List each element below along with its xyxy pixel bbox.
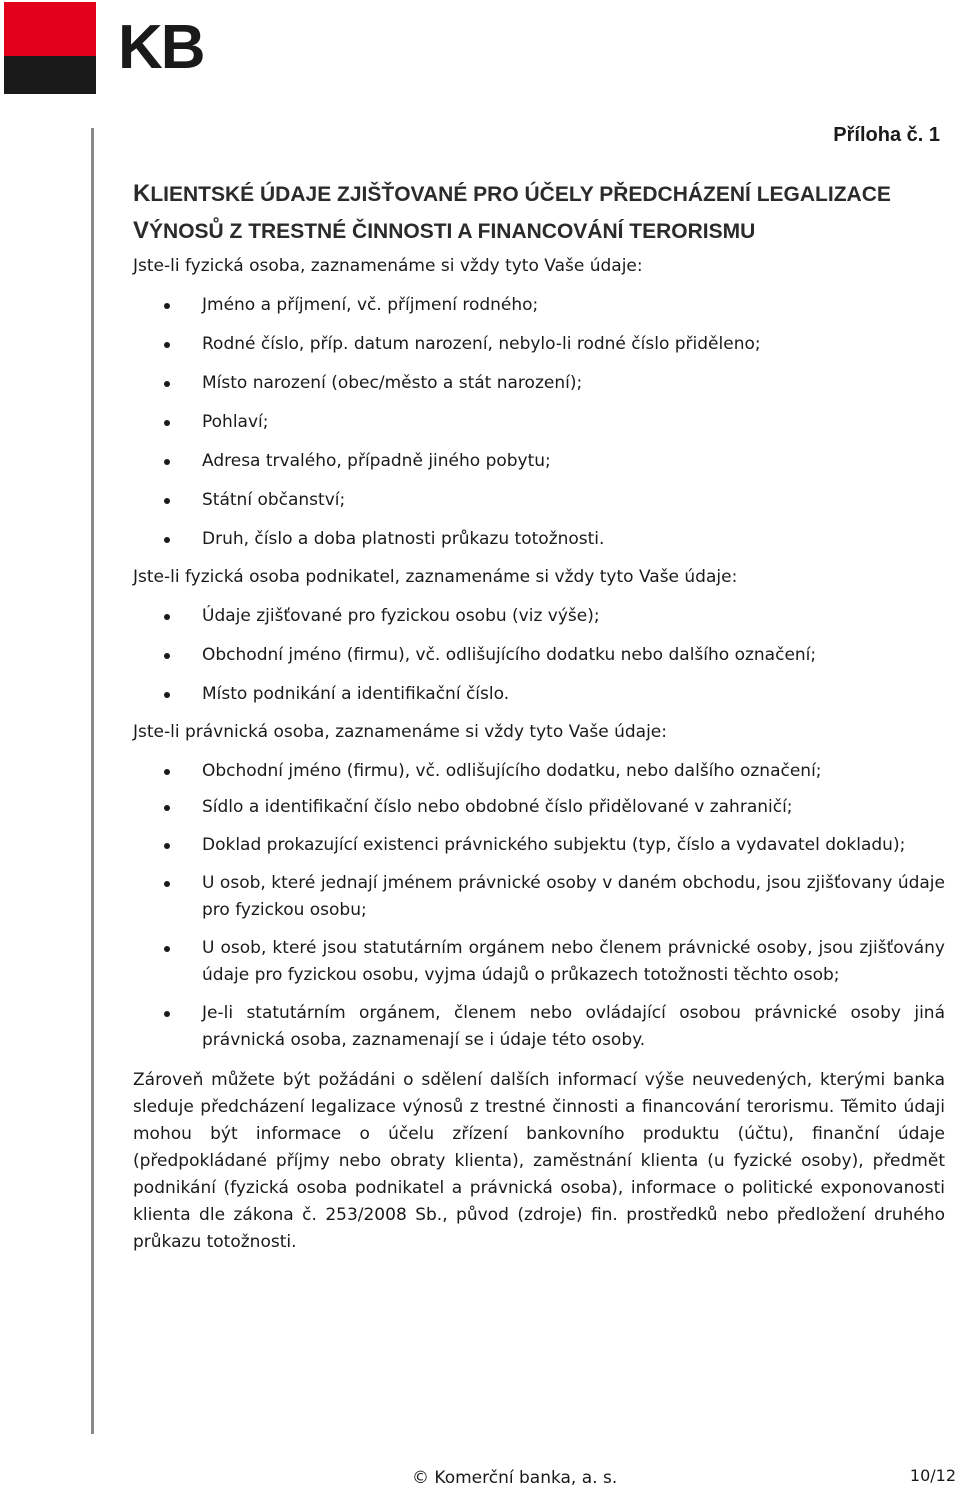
legal-person-intro: Jste-li právnická osoba, zaznamenáme si vždy tyto Vaše údaje: [133, 722, 667, 742]
list-item: Je-li statutárním orgánem, členem nebo ovládající osobou právnické osoby jiná právnická osoba, zaznamenají se i údaje této osoby. [133, 1000, 945, 1054]
list-item: Jméno a příjmení, vč. příjmení rodného; [133, 292, 945, 319]
list-item: U osob, které jsou statutárním orgánem nebo členem právnické osoby, jsou zjišťovány údaje pro fyzickou osobu, vyjma údajů o průkazech totožnosti těchto osob; [133, 935, 945, 989]
heading-line-1: KLIENTSKÉ ÚDAJE ZJIŠŤOVANÉ PRO ÚČELY PŘEDCHÁZENÍ LEGALIZACE [133, 180, 891, 207]
document-heading [133, 176, 945, 250]
list-item: Sídlo a identifikační číslo nebo obdobné číslo přidělované v zahraničí; [133, 794, 945, 821]
footer-copyright: © Komerční banka, a. s. [412, 1468, 618, 1488]
list-item: Adresa trvalého, případně jiného pobytu; [133, 448, 945, 475]
attachment-label: Příloha č. 1 [833, 124, 940, 146]
list-item: Státní občanství; [133, 487, 945, 514]
list-item: Doklad prokazující existenci právnického subjektu (typ, číslo a vydavatel dokladu); [133, 832, 945, 859]
list-item: Místo podnikání a identifikační číslo. [133, 681, 945, 708]
entrepreneur-list [133, 603, 945, 708]
list-item: U osob, které jednají jménem právnické osoby v daném obchodu, jsou zjišťovany údaje pro fyzickou osobu; [133, 870, 945, 924]
page-number: 10/12 [909, 1466, 956, 1485]
closing-paragraph: Zároveň můžete být požádáni o sdělení dalších informací výše neuvedených, kterými banka sleduje předcházení legalizace výnosů z trestné činnosti a financování terorismu. Těmito údaji mohou být informace o účelu zřízení bankovního produktu (účtu), finanční údaje (předpokládané příjmy nebo obraty klienta), zaměstnání klienta (u fyzické osoby), předmět podnikání (fyzická osoba podnikatel a právnická osoba), informace o politické exponovanosti klienta dle zákona č. 253/2008 Sb., původ (zdroje) fin. prostředků nebo předložení druhého průkazu totožnosti. [133, 1070, 945, 1252]
list-item: Rodné číslo, příp. datum narození, nebylo-li rodné číslo přiděleno; [133, 331, 945, 358]
kb-logo [4, 2, 264, 94]
logo-text: KB [118, 13, 204, 82]
margin-rule [91, 128, 94, 1434]
list-item: Druh, číslo a doba platnosti průkazu totožnosti. [133, 526, 945, 553]
list-item: Místo narození (obec/město a stát narození); [133, 370, 945, 397]
natural-person-intro: Jste-li fyzická osoba, zaznamenáme si vždy tyto Vaše údaje: [133, 256, 643, 276]
logo-black-block [4, 56, 96, 94]
list-item: Údaje zjišťované pro fyzickou osobu (viz výše); [133, 603, 945, 630]
list-item: Obchodní jméno (firmu), vč. odlišujícího dodatku nebo dalšího označení; [133, 642, 945, 669]
entrepreneur-intro: Jste-li fyzická osoba podnikatel, zaznamenáme si vždy tyto Vaše údaje: [133, 567, 738, 587]
heading-line-2: VÝNOSŮ Z TRESTNÉ ČINNOSTI A FINANCOVÁNÍ TERORISMU [133, 217, 756, 244]
legal-person-list [133, 758, 945, 1054]
natural-person-list [133, 292, 945, 553]
list-item: Obchodní jméno (firmu), vč. odlišujícího dodatku, nebo dalšího označení; [133, 758, 945, 785]
document-body [133, 176, 945, 1256]
logo-red-block [4, 2, 96, 56]
list-item: Pohlaví; [133, 409, 945, 436]
